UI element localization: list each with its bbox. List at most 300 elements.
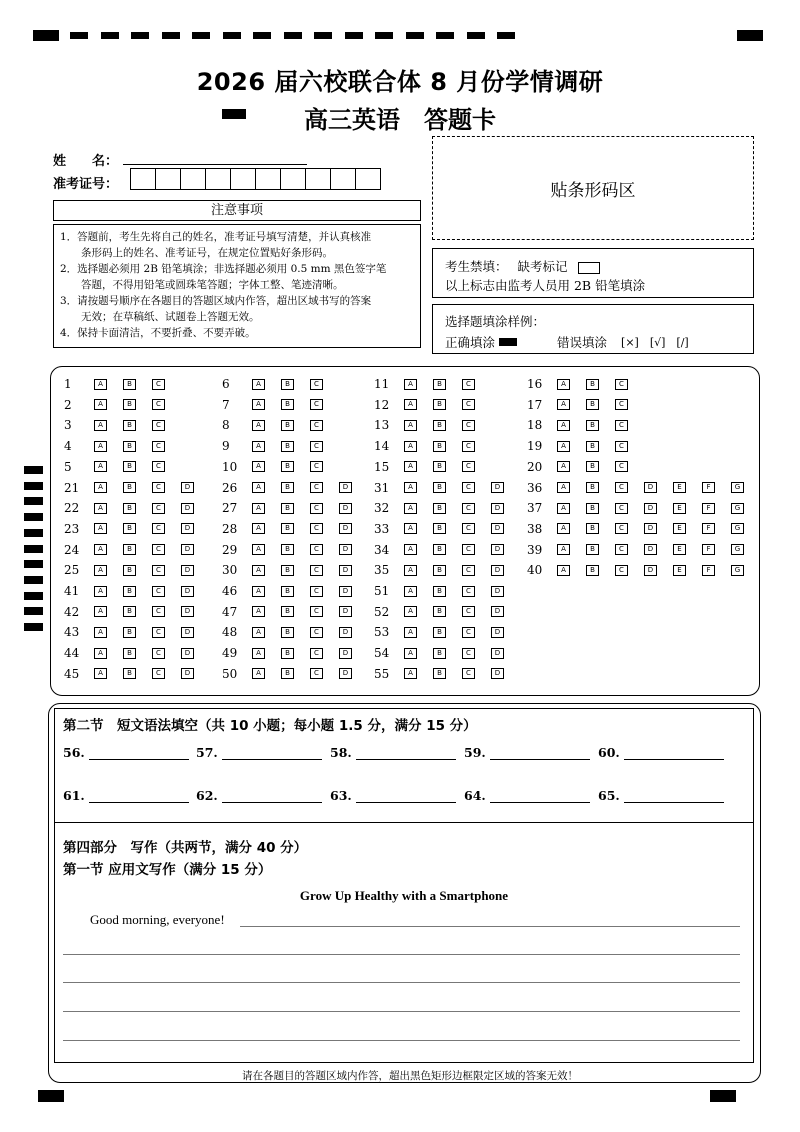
answer-bubble-c[interactable]: C <box>152 482 165 493</box>
question-number: 13 <box>374 418 390 433</box>
grammar-blank[interactable] <box>330 788 456 803</box>
answer-bubble-a[interactable]: A <box>252 586 265 597</box>
name-label: 姓 名： <box>53 154 119 169</box>
wrong-fill-label: 错误填涂 <box>557 335 608 350</box>
blank-line[interactable] <box>356 747 456 760</box>
answer-bubble-b[interactable]: B <box>123 441 136 452</box>
exam-id-digit-box[interactable] <box>155 168 181 190</box>
answer-bubble-d[interactable]: D <box>339 503 352 514</box>
answer-bubble-d[interactable]: D <box>644 544 657 555</box>
exam-title: 2026 届六校联合体 8 月份学情调研 <box>196 68 604 96</box>
answer-bubble-d[interactable]: D <box>644 565 657 576</box>
answer-bubble-a[interactable]: A <box>404 648 417 659</box>
answer-bubble-d[interactable]: D <box>181 627 194 638</box>
question-row <box>374 561 520 579</box>
answer-bubble-c[interactable]: C <box>615 482 628 493</box>
answer-bubble-d[interactable]: D <box>181 586 194 597</box>
question-row <box>64 541 210 559</box>
exam-id-digit-box[interactable] <box>180 168 206 190</box>
answer-bubble-c[interactable]: C <box>462 420 475 431</box>
question-number: 1 <box>64 377 72 391</box>
answer-bubble-b[interactable]: B <box>123 586 136 597</box>
answer-bubble-g[interactable]: G <box>731 544 744 555</box>
answer-bubble-a[interactable]: A <box>252 627 265 638</box>
answer-bubble-c[interactable]: C <box>462 565 475 576</box>
answer-bubble-d[interactable]: D <box>181 482 194 493</box>
answer-bubble-a[interactable]: A <box>557 399 570 410</box>
absent-mark-checkbox[interactable] <box>578 262 600 274</box>
answer-bubble-c[interactable]: C <box>152 461 165 472</box>
answer-bubble-a[interactable]: A <box>404 523 417 534</box>
correct-fill-sample <box>499 338 517 346</box>
grammar-blank[interactable] <box>464 788 590 803</box>
answer-bubble-b[interactable]: B <box>586 379 599 390</box>
answer-bubble-d[interactable]: D <box>181 544 194 555</box>
answer-bubble-c[interactable]: C <box>615 461 628 472</box>
blank-line[interactable] <box>222 790 322 803</box>
answer-bubble-b[interactable]: B <box>123 482 136 493</box>
answer-bubble-a[interactable]: A <box>94 606 107 617</box>
answer-bubble-b[interactable]: B <box>433 544 446 555</box>
question-row <box>222 520 368 538</box>
answer-bubble-d[interactable]: D <box>491 544 504 555</box>
answer-bubble-a[interactable]: A <box>252 503 265 514</box>
answer-bubble-c[interactable]: C <box>152 606 165 617</box>
question-row <box>222 416 339 434</box>
answer-bubble-c[interactable]: C <box>152 379 165 390</box>
answer-bubble-b[interactable]: B <box>281 441 294 452</box>
answer-bubble-a[interactable]: A <box>94 482 107 493</box>
answer-bubble-a[interactable]: A <box>404 379 417 390</box>
side-timing-mark <box>24 592 43 600</box>
question-row <box>222 458 339 476</box>
answer-bubble-c[interactable]: C <box>310 627 323 638</box>
answer-bubble-a[interactable]: A <box>404 586 417 597</box>
answer-bubble-b[interactable]: B <box>586 441 599 452</box>
notice-line: 无效；在草稿纸、试题卷上答题无效。 <box>60 311 260 323</box>
answer-bubble-c[interactable]: C <box>310 461 323 472</box>
answer-bubble-c[interactable]: C <box>310 420 323 431</box>
answer-bubble-g[interactable]: G <box>731 565 744 576</box>
answer-bubble-b[interactable]: B <box>123 420 136 431</box>
answer-bubble-b[interactable]: B <box>586 565 599 576</box>
question-number: 30 <box>222 563 238 578</box>
answer-bubble-c[interactable]: C <box>152 420 165 431</box>
answer-bubble-b[interactable]: B <box>123 648 136 659</box>
answer-bubble-b[interactable]: B <box>123 503 136 514</box>
answer-bubble-g[interactable]: G <box>731 523 744 534</box>
answer-bubble-e[interactable]: E <box>673 503 686 514</box>
answer-bubble-a[interactable]: A <box>94 648 107 659</box>
grammar-blank[interactable] <box>330 745 456 760</box>
answer-bubble-d[interactable]: D <box>491 523 504 534</box>
exam-id-boxes[interactable] <box>130 168 381 190</box>
question-number: 46 <box>222 584 238 598</box>
grammar-blank[interactable] <box>196 788 322 803</box>
answer-bubble-c[interactable]: C <box>462 606 475 617</box>
answer-bubble-b[interactable]: B <box>281 586 294 597</box>
writing-line[interactable] <box>63 1040 740 1041</box>
answer-bubble-c[interactable]: C <box>310 565 323 576</box>
blank-line[interactable] <box>89 747 189 760</box>
answer-bubble-a[interactable]: A <box>94 523 107 534</box>
answer-bubble-a[interactable]: A <box>557 420 570 431</box>
answer-bubble-c[interactable]: C <box>152 503 165 514</box>
answer-bubble-b[interactable]: B <box>281 523 294 534</box>
answer-bubble-c[interactable]: C <box>152 668 165 679</box>
answer-bubble-c[interactable]: C <box>310 648 323 659</box>
answer-bubble-a[interactable]: A <box>94 420 107 431</box>
answer-bubble-a[interactable]: A <box>94 565 107 576</box>
exam-id-digit-box[interactable] <box>330 168 356 190</box>
blank-line[interactable] <box>490 790 590 803</box>
answer-bubble-a[interactable]: A <box>252 668 265 679</box>
answer-bubble-c[interactable]: C <box>615 565 628 576</box>
blank-line[interactable] <box>222 747 322 760</box>
question-number: 28 <box>222 521 238 536</box>
answer-bubble-b[interactable]: B <box>123 461 136 472</box>
question-number: 27 <box>222 501 238 516</box>
answer-bubble-b[interactable]: B <box>281 399 294 410</box>
answer-bubble-d[interactable]: D <box>339 606 352 617</box>
answer-bubble-a[interactable]: A <box>94 627 107 638</box>
answer-bubble-b[interactable]: B <box>281 565 294 576</box>
answer-bubble-g[interactable]: G <box>731 503 744 514</box>
answer-bubble-e[interactable]: E <box>673 565 686 576</box>
exam-id-digit-box[interactable] <box>355 168 381 190</box>
answer-bubble-d[interactable]: D <box>644 523 657 534</box>
answer-bubble-e[interactable]: E <box>673 544 686 555</box>
answer-bubble-d[interactable]: D <box>339 482 352 493</box>
answer-bubble-c[interactable]: C <box>310 441 323 452</box>
answer-bubble-d[interactable]: D <box>491 606 504 617</box>
question-number: 3 <box>64 418 72 433</box>
answer-bubble-g[interactable]: G <box>731 482 744 493</box>
answer-bubble-c[interactable]: C <box>462 627 475 638</box>
answer-bubble-b[interactable]: B <box>433 565 446 576</box>
answer-bubble-a[interactable]: A <box>557 461 570 472</box>
answer-bubble-b[interactable]: B <box>433 668 446 679</box>
exam-id-digit-box[interactable] <box>255 168 281 190</box>
blank-line[interactable] <box>490 747 590 760</box>
answer-bubble-b[interactable]: B <box>281 648 294 659</box>
question-row <box>527 458 644 476</box>
question-number: 47 <box>222 604 238 619</box>
grammar-blank[interactable] <box>63 788 189 803</box>
answer-bubble-b[interactable]: B <box>123 523 136 534</box>
question-number: 8 <box>222 418 230 433</box>
answer-bubble-c[interactable]: C <box>462 668 475 679</box>
answer-bubble-b[interactable]: B <box>123 379 136 390</box>
answer-bubble-b[interactable]: B <box>586 482 599 493</box>
answer-bubble-a[interactable]: A <box>404 399 417 410</box>
answer-bubble-e[interactable]: E <box>673 482 686 493</box>
answer-bubble-b[interactable]: B <box>586 544 599 555</box>
answer-bubble-f[interactable]: F <box>702 523 715 534</box>
grammar-blank[interactable] <box>196 745 322 760</box>
answer-bubble-d[interactable]: D <box>339 565 352 576</box>
answer-bubble-d[interactable]: D <box>644 503 657 514</box>
writing-line[interactable] <box>63 982 740 983</box>
answer-bubble-c[interactable]: C <box>462 586 475 597</box>
blank-line[interactable] <box>356 790 456 803</box>
answer-bubble-b[interactable]: B <box>433 379 446 390</box>
answer-bubble-d[interactable]: D <box>181 565 194 576</box>
answer-bubble-a[interactable]: A <box>252 648 265 659</box>
answer-bubble-c[interactable]: C <box>615 399 628 410</box>
answer-bubble-b[interactable]: B <box>281 461 294 472</box>
answer-bubble-c[interactable]: C <box>615 544 628 555</box>
answer-bubble-f[interactable]: F <box>702 565 715 576</box>
wrong-fill-samples: [×] [√] [/] <box>621 336 689 349</box>
answer-bubble-a[interactable]: A <box>252 606 265 617</box>
answer-bubble-a[interactable]: A <box>404 606 417 617</box>
answer-bubble-a[interactable]: A <box>404 420 417 431</box>
answer-bubble-c[interactable]: C <box>310 523 323 534</box>
answer-bubble-c[interactable]: C <box>310 379 323 390</box>
answer-bubble-a[interactable]: A <box>404 627 417 638</box>
answer-bubble-a[interactable]: A <box>94 503 107 514</box>
answer-bubble-a[interactable]: A <box>557 441 570 452</box>
answer-bubble-c[interactable]: C <box>310 482 323 493</box>
answer-bubble-b[interactable]: B <box>586 503 599 514</box>
answer-bubble-a[interactable]: A <box>557 544 570 555</box>
answer-bubble-d[interactable]: D <box>181 648 194 659</box>
answer-bubble-c[interactable]: C <box>462 482 475 493</box>
question-number: 55 <box>374 666 390 681</box>
answer-bubble-d[interactable]: D <box>491 627 504 638</box>
answer-bubble-b[interactable]: B <box>281 379 294 390</box>
answer-bubble-b[interactable]: B <box>123 565 136 576</box>
answer-bubble-b[interactable]: B <box>281 503 294 514</box>
question-row <box>527 499 760 517</box>
answer-bubble-a[interactable]: A <box>557 503 570 514</box>
answer-bubble-b[interactable]: B <box>123 399 136 410</box>
question-row <box>374 520 520 538</box>
answer-bubble-d[interactable]: D <box>491 565 504 576</box>
notice-body <box>53 224 421 348</box>
answer-bubble-c[interactable]: C <box>462 503 475 514</box>
answer-bubble-a[interactable]: A <box>94 399 107 410</box>
answer-bubble-b[interactable]: B <box>123 668 136 679</box>
answer-bubble-a[interactable]: A <box>404 461 417 472</box>
answer-bubble-d[interactable]: D <box>181 606 194 617</box>
answer-bubble-c[interactable]: C <box>152 523 165 534</box>
answer-bubble-a[interactable]: A <box>94 668 107 679</box>
answer-bubble-b[interactable]: B <box>433 482 446 493</box>
answer-bubble-d[interactable]: D <box>339 648 352 659</box>
answer-bubble-a[interactable]: A <box>404 482 417 493</box>
writing-line[interactable] <box>63 1011 740 1012</box>
answer-bubble-b[interactable]: B <box>586 461 599 472</box>
answer-bubble-a[interactable]: A <box>404 441 417 452</box>
exam-id-digit-box[interactable] <box>305 168 331 190</box>
exam-id-digit-box[interactable] <box>230 168 256 190</box>
question-number: 36 <box>527 480 543 495</box>
answer-bubble-b[interactable]: B <box>281 482 294 493</box>
answer-bubble-a[interactable]: A <box>557 565 570 576</box>
answer-bubble-c[interactable]: C <box>615 441 628 452</box>
answer-bubble-c[interactable]: C <box>615 420 628 431</box>
writing-line[interactable] <box>63 954 740 955</box>
answer-bubble-c[interactable]: C <box>152 565 165 576</box>
answer-bubble-d[interactable]: D <box>181 503 194 514</box>
answer-bubble-c[interactable]: C <box>462 441 475 452</box>
question-number: 6 <box>222 377 230 391</box>
answer-bubble-a[interactable]: A <box>252 523 265 534</box>
answer-bubble-c[interactable]: C <box>615 379 628 390</box>
answer-bubble-d[interactable]: D <box>491 668 504 679</box>
part4-subtitle: 第一节 应用文写作（满分 15 分） <box>63 862 272 878</box>
answer-bubble-b[interactable]: B <box>433 503 446 514</box>
answer-bubble-b[interactable]: B <box>281 627 294 638</box>
answer-bubble-c[interactable]: C <box>462 648 475 659</box>
blank-line[interactable] <box>89 790 189 803</box>
answer-bubble-b[interactable]: B <box>123 627 136 638</box>
answer-bubble-a[interactable]: A <box>252 482 265 493</box>
exam-id-digit-box[interactable] <box>130 168 156 190</box>
grammar-blank[interactable] <box>464 745 590 760</box>
writing-line[interactable] <box>240 926 740 927</box>
answer-bubble-c[interactable]: C <box>152 441 165 452</box>
answer-bubble-b[interactable]: B <box>281 544 294 555</box>
answer-bubble-c[interactable]: C <box>152 544 165 555</box>
answer-bubble-b[interactable]: B <box>433 420 446 431</box>
answer-bubble-b[interactable]: B <box>281 420 294 431</box>
answer-bubble-a[interactable]: A <box>404 668 417 679</box>
answer-bubble-a[interactable]: A <box>94 441 107 452</box>
answer-bubble-d[interactable]: D <box>491 482 504 493</box>
answer-bubble-a[interactable]: A <box>252 461 265 472</box>
answer-bubble-a[interactable]: A <box>557 523 570 534</box>
answer-bubble-b[interactable]: B <box>586 420 599 431</box>
answer-bubble-a[interactable]: A <box>252 565 265 576</box>
grammar-blank[interactable] <box>598 788 724 803</box>
answer-bubble-f[interactable]: F <box>702 544 715 555</box>
side-timing-mark <box>24 482 43 490</box>
answer-bubble-d[interactable]: D <box>491 648 504 659</box>
answer-bubble-c[interactable]: C <box>615 523 628 534</box>
answer-bubble-d[interactable]: D <box>339 586 352 597</box>
section2-title: 第二节 短文语法填空（共 10 小题；每小题 1.5 分，满分 15 分） <box>63 718 477 734</box>
answer-bubble-d[interactable]: D <box>339 668 352 679</box>
answer-bubble-d[interactable]: D <box>491 586 504 597</box>
answer-bubble-d[interactable]: D <box>339 544 352 555</box>
answer-bubble-b[interactable]: B <box>281 668 294 679</box>
answer-bubble-a[interactable]: A <box>404 565 417 576</box>
answer-bubble-a[interactable]: A <box>252 441 265 452</box>
answer-bubble-c[interactable]: C <box>310 606 323 617</box>
answer-bubble-d[interactable]: D <box>339 523 352 534</box>
answer-bubble-b[interactable]: B <box>433 461 446 472</box>
answer-bubble-f[interactable]: F <box>702 482 715 493</box>
question-number: 39 <box>527 542 543 557</box>
notice-line: 3．请按题号顺序在各题目的答题区域内作答，超出区域书写的答案 <box>60 295 372 307</box>
exam-id-digit-box[interactable] <box>280 168 306 190</box>
answer-bubble-c[interactable]: C <box>310 668 323 679</box>
answer-bubble-f[interactable]: F <box>702 503 715 514</box>
answer-bubble-d[interactable]: D <box>644 482 657 493</box>
answer-bubble-b[interactable]: B <box>433 586 446 597</box>
answer-bubble-c[interactable]: C <box>462 461 475 472</box>
notice-line: 1．答题前，考生先将自己的姓名，准考证号填写清楚，并认真核准 <box>60 231 372 243</box>
answer-bubble-b[interactable]: B <box>433 648 446 659</box>
answer-bubble-b[interactable]: B <box>586 523 599 534</box>
answer-bubble-c[interactable]: C <box>462 399 475 410</box>
blank-line[interactable] <box>624 790 724 803</box>
answer-bubble-a[interactable]: A <box>404 544 417 555</box>
answer-bubble-a[interactable]: A <box>252 420 265 431</box>
answer-bubble-b[interactable]: B <box>433 606 446 617</box>
answer-bubble-a[interactable]: A <box>94 544 107 555</box>
question-row <box>64 479 210 497</box>
answer-bubble-a[interactable]: A <box>404 503 417 514</box>
answer-bubble-c[interactable]: C <box>152 586 165 597</box>
answer-bubble-d[interactable]: D <box>181 668 194 679</box>
answer-bubble-c[interactable]: C <box>310 544 323 555</box>
answer-bubble-b[interactable]: B <box>123 606 136 617</box>
answer-bubble-d[interactable]: D <box>181 523 194 534</box>
answer-bubble-a[interactable]: A <box>94 586 107 597</box>
answer-bubble-a[interactable]: A <box>252 399 265 410</box>
answer-bubble-c[interactable]: C <box>152 399 165 410</box>
answer-bubble-c[interactable]: C <box>615 503 628 514</box>
answer-bubble-a[interactable]: A <box>94 379 107 390</box>
answer-bubble-d[interactable]: D <box>339 627 352 638</box>
side-timing-mark <box>24 466 43 474</box>
answer-bubble-e[interactable]: E <box>673 523 686 534</box>
answer-bubble-a[interactable]: A <box>94 461 107 472</box>
answer-bubble-c[interactable]: C <box>310 586 323 597</box>
section-divider <box>54 822 754 823</box>
timing-mark <box>406 32 424 39</box>
answer-bubble-c[interactable]: C <box>462 379 475 390</box>
blank-number: 65. <box>598 788 620 803</box>
question-row <box>527 396 644 414</box>
answer-bubble-b[interactable]: B <box>123 544 136 555</box>
blank-line[interactable] <box>624 747 724 760</box>
question-row <box>64 561 210 579</box>
answer-bubble-b[interactable]: B <box>586 399 599 410</box>
answer-bubble-b[interactable]: B <box>433 441 446 452</box>
answer-bubble-a[interactable]: A <box>557 482 570 493</box>
answer-bubble-c[interactable]: C <box>462 544 475 555</box>
grammar-blank[interactable] <box>63 745 189 760</box>
answer-bubble-c[interactable]: C <box>152 648 165 659</box>
answer-bubble-b[interactable]: B <box>433 523 446 534</box>
question-row <box>222 499 368 517</box>
answer-bubble-b[interactable]: B <box>433 399 446 410</box>
timing-mark <box>101 32 119 39</box>
answer-bubble-c[interactable]: C <box>462 523 475 534</box>
written-answer-frame <box>54 708 754 1063</box>
answer-bubble-d[interactable]: D <box>491 503 504 514</box>
answer-bubble-a[interactable]: A <box>252 379 265 390</box>
exam-id-digit-box[interactable] <box>205 168 231 190</box>
answer-bubble-c[interactable]: C <box>310 399 323 410</box>
answer-bubble-b[interactable]: B <box>281 606 294 617</box>
question-row <box>527 520 760 538</box>
name-field[interactable] <box>123 164 307 165</box>
grammar-blank[interactable] <box>598 745 724 760</box>
blank-number: 64. <box>464 788 486 803</box>
fill-sample-box <box>432 304 754 354</box>
answer-bubble-b[interactable]: B <box>433 627 446 638</box>
answer-bubble-a[interactable]: A <box>557 379 570 390</box>
answer-bubble-c[interactable]: C <box>310 503 323 514</box>
answer-bubble-c[interactable]: C <box>152 627 165 638</box>
answer-bubble-a[interactable]: A <box>252 544 265 555</box>
